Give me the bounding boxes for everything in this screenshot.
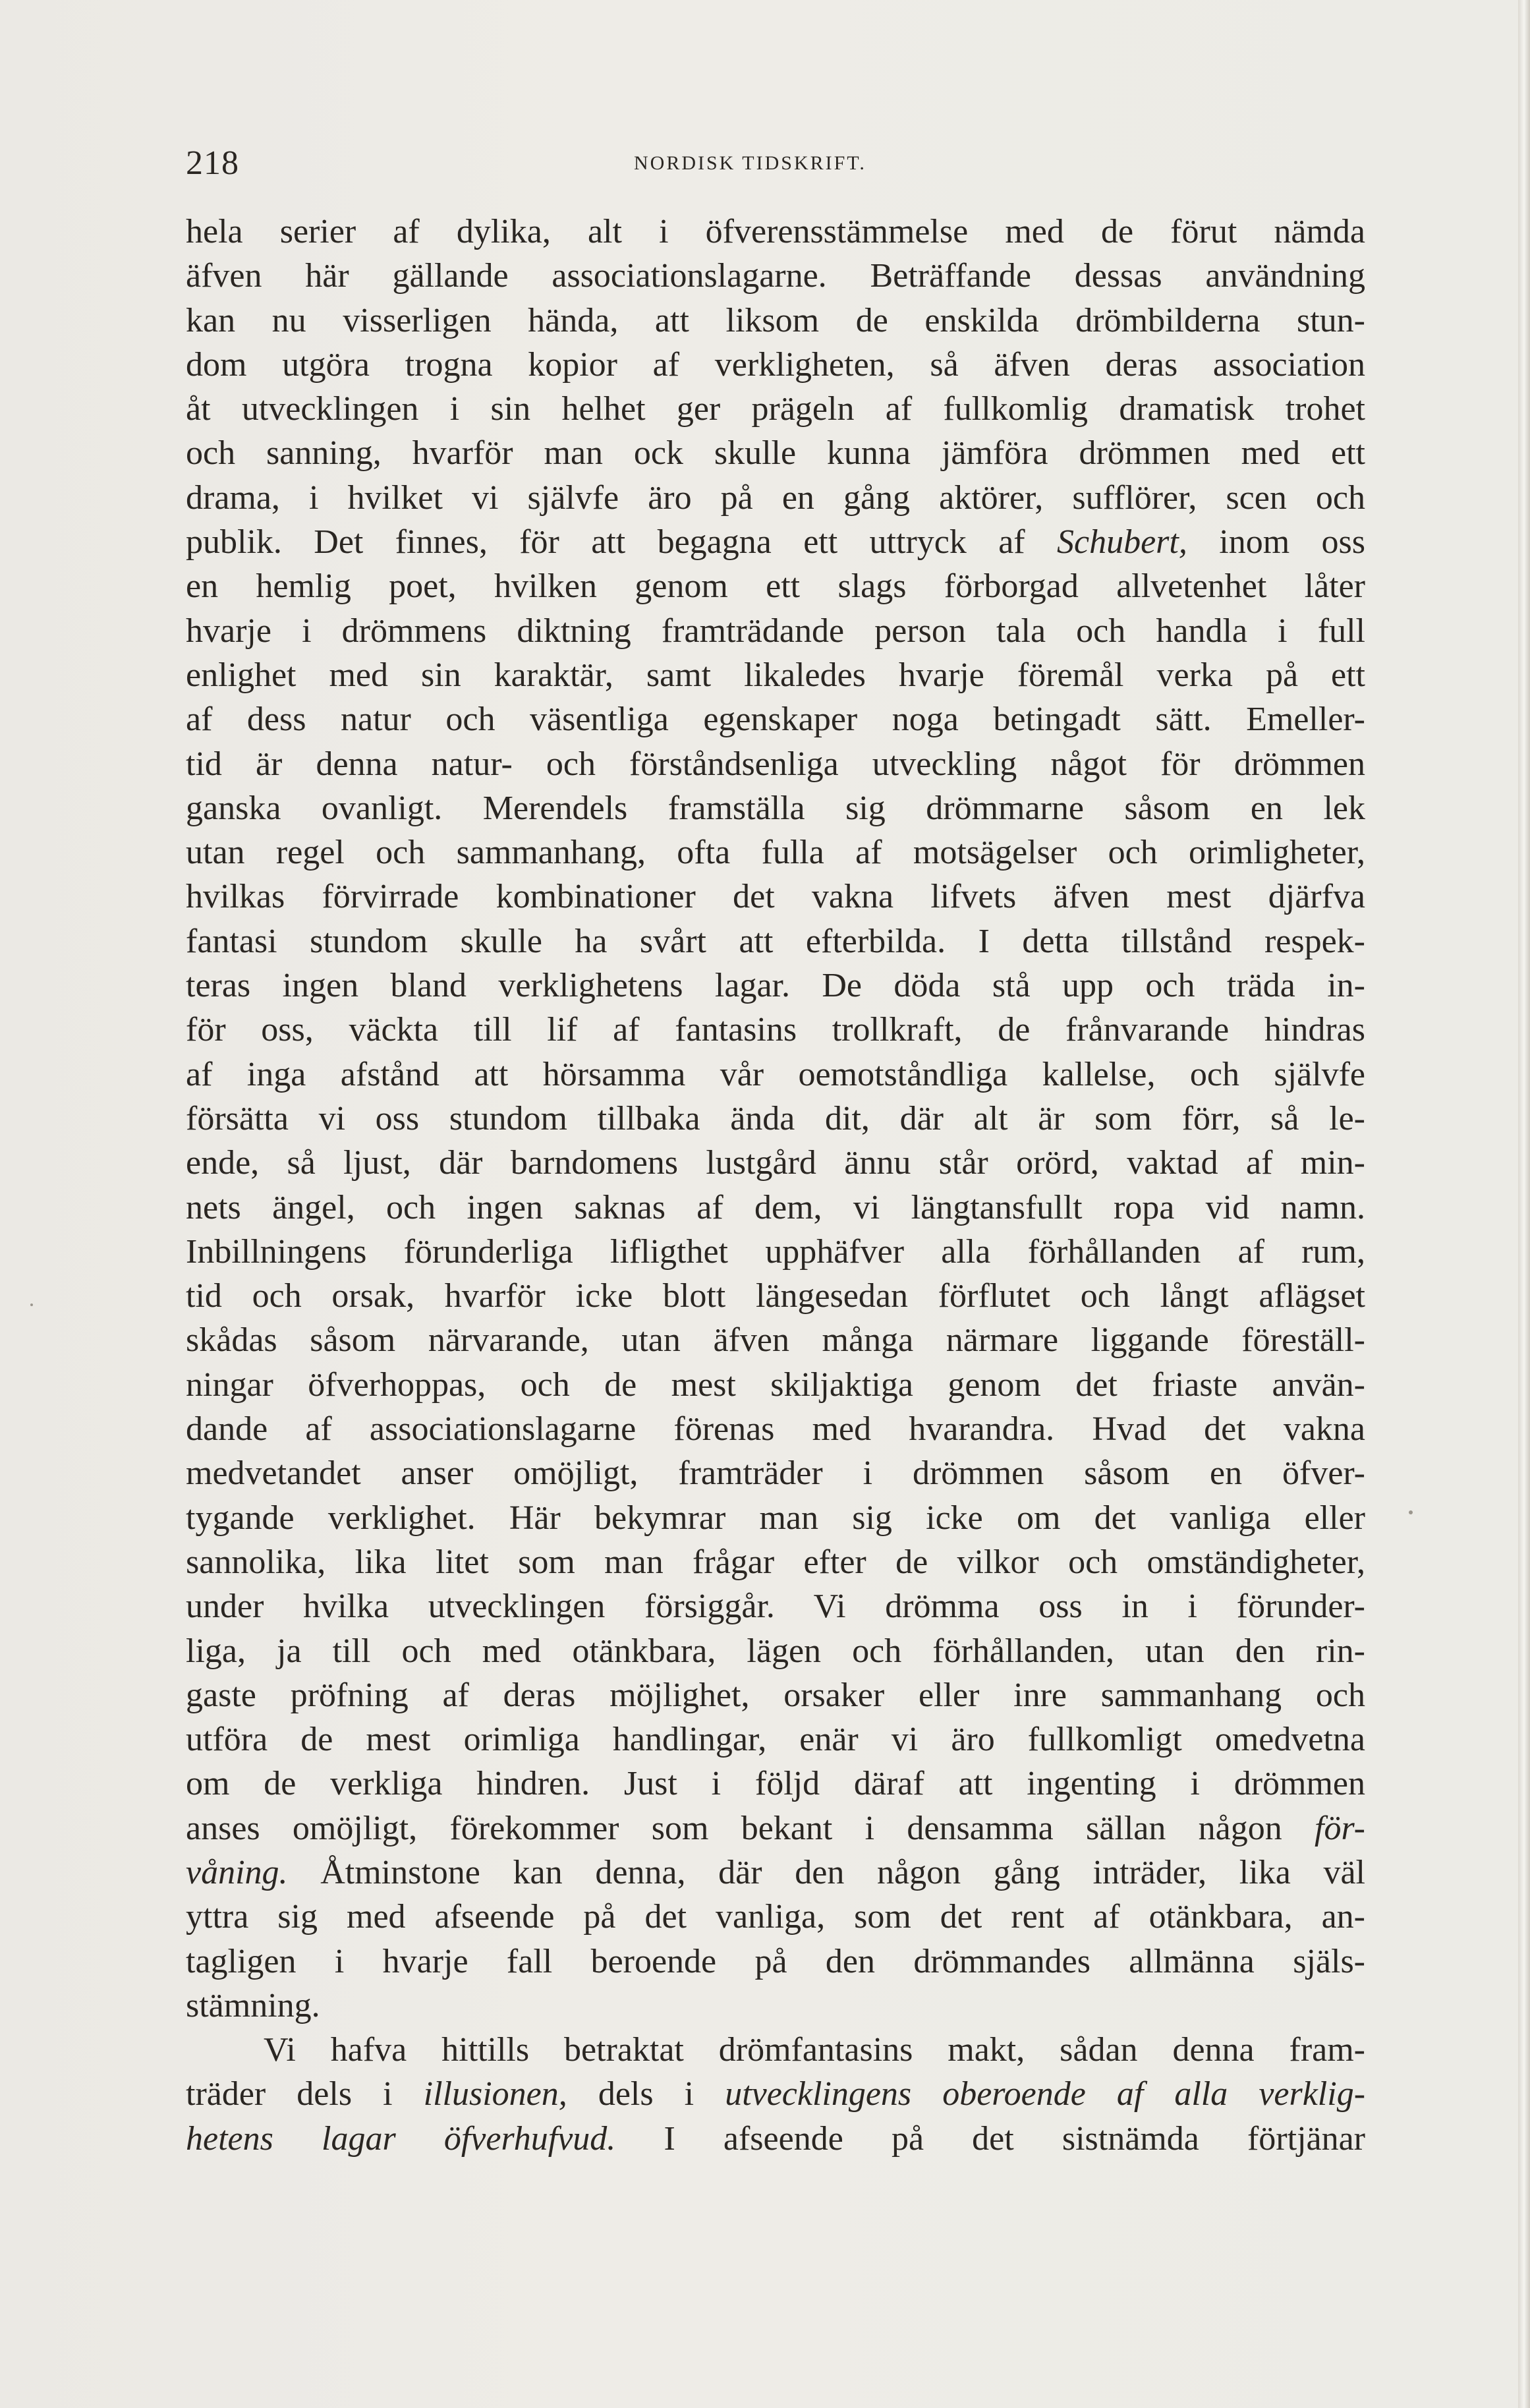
text-line — [186, 1141, 1365, 1185]
text-run: inom oss — [1187, 523, 1365, 561]
text-run: dande af associationslagarne förenas med hvarandra. Hvad det vakna — [186, 1410, 1365, 1448]
text-run: skådas såsom närvarande, utan äfven många närmare liggande föreställ- — [186, 1321, 1365, 1360]
text-run: tid är denna natur- och förståndsenliga utveckling något för drömmen — [186, 745, 1365, 783]
italic-text: utvecklingens oberoende af alla verklig- — [725, 2075, 1366, 2113]
text-line — [186, 1850, 1365, 1895]
text-run: en hemlig poet, hvilken genom ett slags förborgad allvetenhet låter — [186, 567, 1365, 606]
text-run: hvarje i drömmens diktning framträdande person tala och handla i full — [186, 612, 1365, 650]
text-line — [186, 609, 1365, 653]
text-run: stämning. — [186, 1986, 320, 2024]
text-line — [186, 919, 1365, 963]
text-line — [186, 1806, 1365, 1850]
text-line — [186, 1230, 1365, 1274]
text-line — [186, 742, 1365, 786]
text-line — [186, 874, 1365, 919]
running-title: NORDISK TIDSKRIFT. — [634, 152, 866, 174]
text-line — [186, 564, 1365, 608]
text-run: tagligen i hvarje fall beroende på den drömmandes allmänna själs- — [186, 1942, 1365, 1980]
text-line — [186, 1673, 1365, 1717]
text-run: äfven här gällande associationslagarne. Beträffande dessas användning — [186, 257, 1365, 295]
text-run: hela serier af dylika, alt i öfverensstämmelse med de förut nämda — [186, 213, 1365, 250]
text-line — [186, 1629, 1365, 1673]
text-line — [186, 476, 1365, 520]
text-line — [186, 431, 1365, 475]
text-run: yttra sig med afseende på det vanliga, som det rent af otänkbara, an- — [186, 1898, 1365, 1936]
text-line — [186, 520, 1365, 564]
text-run: om de verkliga hindren. Just i följd däraf att ingenting i drömmen — [186, 1765, 1365, 1803]
text-line — [186, 697, 1365, 741]
text-run: utföra de mest orimliga handlingar, enär vi äro fullkomligt omedvetna — [186, 1721, 1365, 1759]
text-line — [186, 1097, 1365, 1141]
text-run: Åtminstone kan denna, där den någon gång inträder, lika väl — [287, 1853, 1365, 1891]
text-run: publik. Det finnes, för att begagna ett uttryck af — [186, 523, 1058, 561]
text-run: drama, i hvilket vi självfe äro på en gång aktörer, sufflörer, scen och — [186, 478, 1365, 517]
text-run: sannolika, lika litet som man frågar efter de vilkor och omständigheter, — [186, 1543, 1365, 1581]
text-run: af dess natur och väsentliga egenskaper noga betingadt sätt. Emeller- — [186, 701, 1365, 739]
text-run: och sanning, hvarför man ock skulle kunna jämföra drömmen med ett — [186, 434, 1365, 473]
text-line — [186, 1540, 1365, 1584]
text-run: fantasi stundom skulle ha svårt att efterbilda. I detta tillstånd respek- — [186, 922, 1365, 960]
page-header — [186, 144, 1359, 183]
text-run: ganska ovanligt. Merendels framställa sig drömmarne såsom en lek — [186, 789, 1365, 827]
italic-text: illusionen, — [423, 2075, 567, 2113]
text-run: liga, ja till och med otänkbara, lägen och förhållanden, utan den rin- — [186, 1632, 1365, 1670]
text-line — [186, 1984, 1365, 2028]
text-run: enlighet med sin karaktär, samt likaledes hvarje föremål verka på ett — [186, 656, 1365, 694]
text-line — [186, 1496, 1365, 1540]
text-line — [186, 2028, 1365, 2072]
text-run: tid och orsak, hvarför icke blott längesedan förflutet och långt aflägset — [186, 1277, 1365, 1315]
text-line — [186, 786, 1365, 830]
text-run: träder dels i — [186, 2075, 424, 2113]
text-line — [186, 1895, 1365, 1939]
text-run: åt utvecklingen i sin helhet ger prägeln af fullkomlig dramatisk trohet — [186, 390, 1365, 428]
body-text — [186, 210, 1365, 2161]
italic-text: för- — [1315, 1809, 1365, 1847]
text-line — [186, 1186, 1365, 1230]
text-line — [186, 1008, 1365, 1052]
text-line — [186, 1363, 1365, 1407]
page-edge — [1518, 0, 1530, 2408]
text-line — [186, 1939, 1365, 1984]
text-line — [186, 653, 1365, 697]
text-run: I afseende på det sistnämda förtjänar — [615, 2119, 1365, 2158]
text-line — [186, 1318, 1365, 1362]
text-run: under hvilka utvecklingen försiggår. Vi drömma oss in i förunder- — [186, 1588, 1365, 1626]
text-line — [186, 343, 1365, 387]
text-line — [186, 210, 1365, 254]
print-speck — [1409, 1510, 1413, 1514]
text-line — [186, 830, 1365, 874]
text-run: försätta vi oss stundom tillbaka ända dit, där alt är som förr, så le- — [186, 1099, 1365, 1137]
italic-text: hetens lagar öfverhufvud. — [186, 2119, 616, 2158]
text-line — [186, 387, 1365, 431]
text-run: för oss, väckta till lif af fantasins trollkraft, de frånvarande hindras — [186, 1011, 1365, 1049]
text-run: Inbillningens förunderliga lifligthet upphäfver alla förhållanden af rum, — [186, 1232, 1365, 1271]
text-run: dels i — [567, 2075, 725, 2113]
text-line — [186, 299, 1365, 343]
italic-text: Schubert, — [1057, 523, 1187, 561]
text-run: gaste pröfning af deras möjlighet, orsaker eller inre sammanhang och — [186, 1676, 1365, 1714]
text-run: tygande verklighet. Här bekymrar man sig icke om det vanliga eller — [186, 1499, 1365, 1537]
text-run: anses omöjligt, förekommer som bekant i densamma sällan någon — [186, 1809, 1315, 1847]
text-line — [186, 2117, 1365, 2161]
text-run: ningar öfverhoppas, och de mest skiljaktiga genom det friaste använ- — [186, 1365, 1365, 1404]
page-number: 218 — [186, 144, 239, 182]
text-run: hvilkas förvirrade kombinationer det vakna lifvets äfven mest djärfva — [186, 878, 1365, 916]
text-line — [186, 1052, 1365, 1097]
text-line — [186, 1762, 1365, 1806]
text-line — [186, 1451, 1365, 1495]
text-run: ende, så ljust, där barndomens lustgård ännu står orörd, vaktad af min- — [186, 1144, 1365, 1182]
text-run: nets ängel, och ingen saknas af dem, vi längtansfullt ropa vid namn. — [186, 1188, 1365, 1226]
text-run: medvetandet anser omöjligt, framträder i drömmen såsom en öfver- — [186, 1454, 1365, 1493]
text-run: kan nu visserligen hända, att liksom de enskilda drömbilderna stun- — [186, 301, 1365, 339]
text-line — [186, 1274, 1365, 1318]
text-run: af inga afstånd att hörsamma vår oemotståndliga kallelse, och självfe — [186, 1055, 1365, 1093]
text-run: dom utgöra trogna kopior af verkligheten, så äfven deras association — [186, 345, 1365, 384]
text-line — [186, 1584, 1365, 1628]
text-run: utan regel och sammanhang, ofta fulla af motsägelser och orimligheter, — [186, 834, 1365, 872]
text-run: Vi hafva hittills betraktat drömfantasins makt, sådan denna fram- — [264, 2031, 1365, 2069]
print-speck — [30, 1304, 33, 1306]
italic-text: våning. — [186, 1853, 288, 1891]
text-run: teras ingen bland verklighetens lagar. De döda stå upp och träda in- — [186, 967, 1365, 1005]
text-line — [186, 1717, 1365, 1762]
text-line — [186, 1407, 1365, 1451]
text-line — [186, 2072, 1365, 2116]
text-line — [186, 254, 1365, 298]
text-line — [186, 963, 1365, 1008]
